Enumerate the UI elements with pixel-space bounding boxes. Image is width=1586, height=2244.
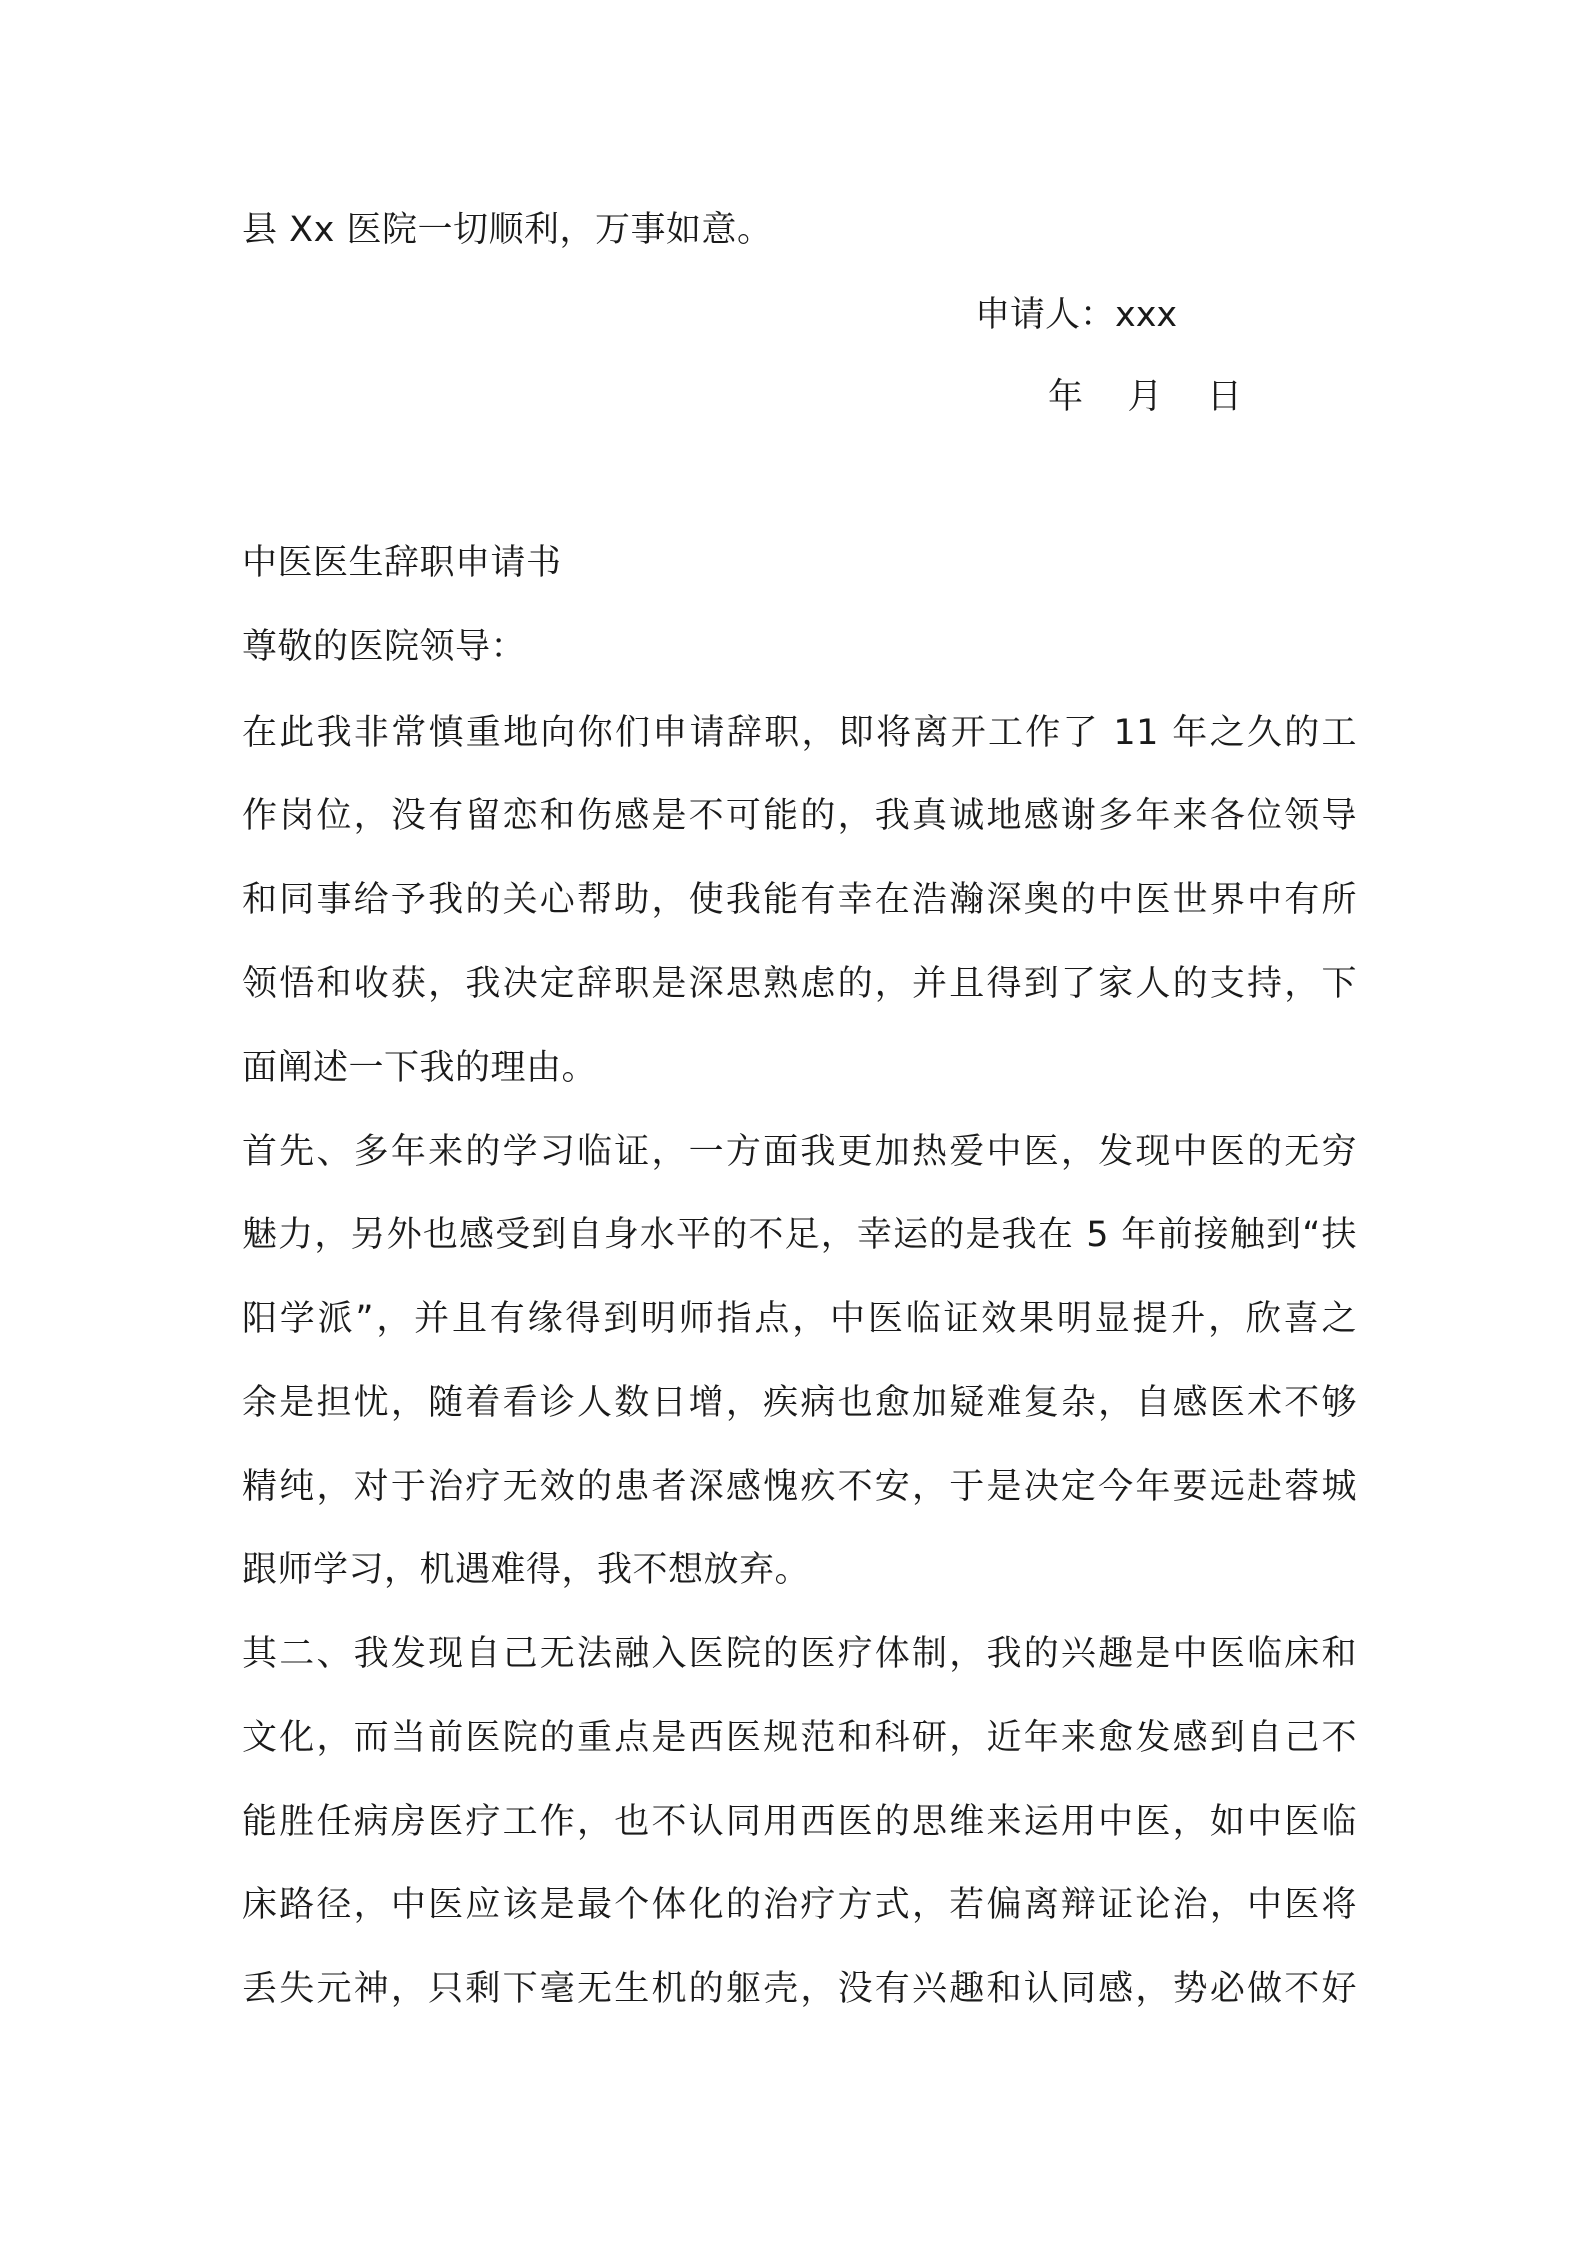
paragraph-line: 领悟和收获，我决定辞职是深思熟虑的，并且得到了家人的支持，下 <box>242 964 1357 1004</box>
paragraph-line: 丢失元神，只剩下毫无生机的躯壳，没有兴趣和认同感，势必做不好 <box>242 1969 1357 2009</box>
paragraph-line: 和同事给予我的关心帮助，使我能有幸在浩瀚深奥的中医世界中有所 <box>242 880 1357 920</box>
letter-title: 中医医生辞职申请书 <box>242 543 562 583</box>
paragraph-line: 魅力，另外也感受到自身水平的不足，幸运的是我在 5 年前接触到“扶 <box>242 1215 1357 1255</box>
paragraph-line: 面阐述一下我的理由。 <box>242 1048 598 1088</box>
signer-line: 申请人：xxx <box>975 295 1178 335</box>
date-line: 年 月 日 <box>1048 377 1243 417</box>
paragraph-line: 首先、多年来的学习临证，一方面我更加热爱中医，发现中医的无穷 <box>242 1132 1357 1172</box>
paragraph-line: 跟师学习，机遇难得，我不想放弃。 <box>242 1550 811 1590</box>
paragraph-line: 能胜任病房医疗工作，也不认同用西医的思维来运用中医，如中医临 <box>242 1802 1357 1842</box>
paragraph-line: 文化，而当前医院的重点是西医规范和科研，近年来愈发感到自己不 <box>242 1718 1357 1758</box>
paragraph-line: 作岗位，没有留恋和伤感是不可能的，我真诚地感谢多年来各位领导 <box>242 796 1357 836</box>
salutation: 尊敬的医院领导： <box>242 627 527 667</box>
closing-line: 县 Xx 医院一切顺利，万事如意。 <box>242 210 773 250</box>
paragraph-line: 余是担忧，随着看诊人数日增，疾病也愈加疑难复杂，自感医术不够 <box>242 1383 1357 1423</box>
paragraph-line: 其二、我发现自己无法融入医院的医疗体制，我的兴趣是中医临床和 <box>242 1634 1357 1674</box>
paragraph-line: 精纯，对于治疗无效的患者深感愧疚不安，于是决定今年要远赴蓉城 <box>242 1467 1357 1507</box>
paragraph-line: 床路径，中医应该是最个体化的治疗方式，若偏离辩证论治，中医将 <box>242 1885 1357 1925</box>
paragraph-line: 阳学派”，并且有缘得到明师指点，中医临证效果明显提升，欣喜之 <box>242 1299 1357 1339</box>
paragraph-line: 在此我非常慎重地向你们申请辞职，即将离开工作了 11 年之久的工 <box>242 713 1357 753</box>
